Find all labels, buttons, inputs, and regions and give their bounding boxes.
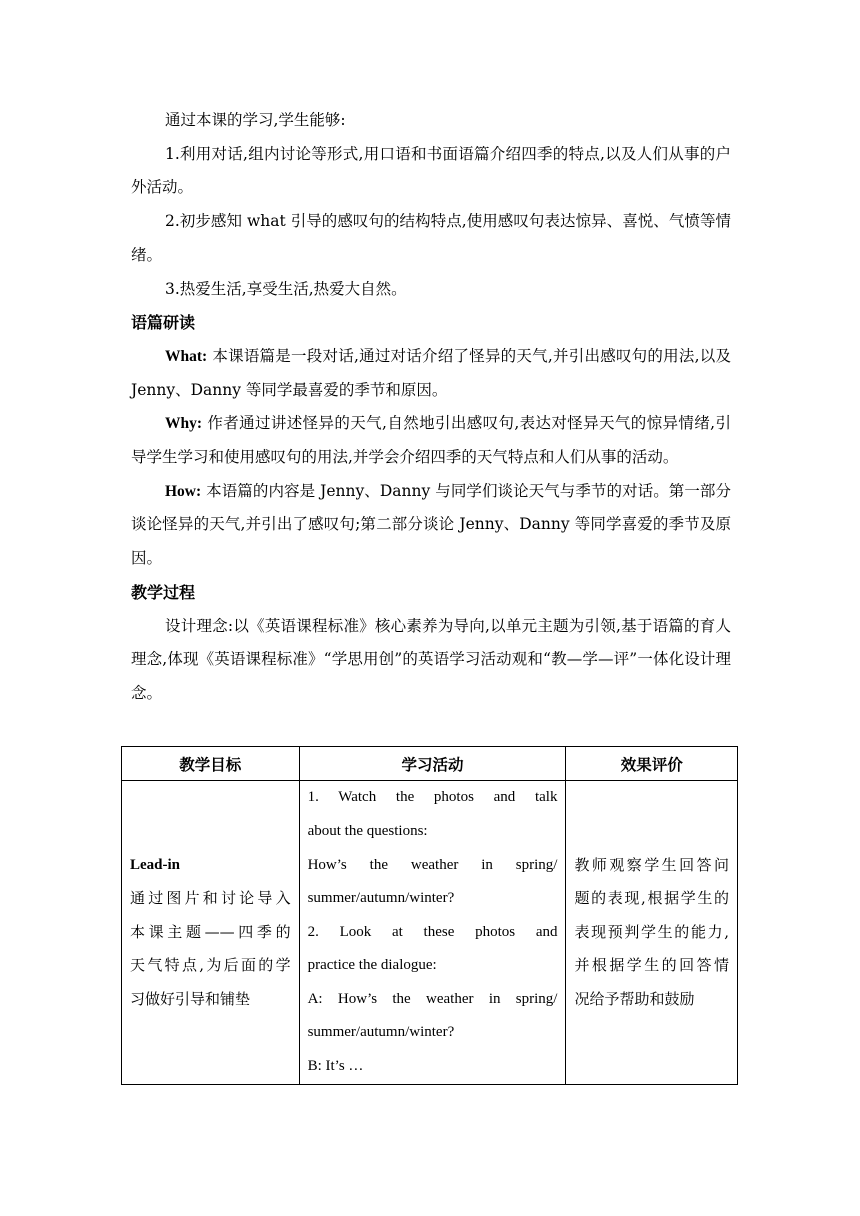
activity-line: B: It’s … — [307, 1058, 364, 1075]
section-heading-text-study: 语篇研读 — [131, 313, 196, 333]
how-paragraph — [131, 475, 731, 576]
activity-line: A: How’s the weather in spring/ — [307, 990, 558, 1007]
activity-line: practice the dialogue: — [307, 957, 437, 974]
goal-line: 通过图片和讨论导入 — [130, 889, 291, 908]
activity-cell — [299, 781, 566, 1085]
evaluation-line: 并根据学生的回答情 — [574, 956, 729, 975]
header-activity: 学习活动 — [299, 747, 566, 781]
objectives-intro: 通过本课的学习,学生能够: — [165, 111, 346, 129]
document-body — [131, 104, 731, 711]
what-text: 本课语篇是一段对话,通过对话介绍了怪异的天气,并引出感叹句的用法,以及 Jenny、Danny 等同学最喜爱的季节和原因。 — [131, 346, 731, 399]
objective-item: 1.利用对话,组内讨论等形式,用口语和书面语篇介绍四季的特点,以及人们从事的户外活动。 — [131, 144, 731, 197]
activity-line: 2. Look at these photos and — [307, 923, 558, 940]
what-paragraph — [131, 340, 731, 407]
goal-line: 习做好引导和铺垫 — [130, 989, 251, 1008]
section-heading-process: 教学过程 — [131, 582, 196, 602]
objective-item: 3.热爱生活,享受生活,热爱大自然。 — [165, 279, 407, 298]
evaluation-line: 况给予帮助和鼓励 — [574, 989, 695, 1008]
evaluation-line: 教师观察学生回答问 — [574, 855, 729, 874]
table-header-row — [122, 747, 738, 781]
goal-title: Lead-in — [130, 856, 181, 873]
why-label: Why: — [165, 415, 203, 433]
why-text: 作者通过讲述怪异的天气,自然地引出感叹句,表达对怪异天气的惊异情绪,引导学生学习和使用感叹句的用法,并学会介绍四季的天气特点和人们从事的活动。 — [131, 414, 731, 467]
evaluation-line: 题的表现,根据学生的 — [574, 889, 729, 908]
what-label: What: — [165, 347, 208, 365]
header-goal: 教学目标 — [122, 747, 300, 781]
table-row — [122, 781, 738, 1085]
evaluation-cell — [566, 781, 738, 1085]
activity-line: 1. Watch the photos and talk — [307, 789, 558, 806]
activity-line: about the questions: — [307, 822, 428, 839]
objective-item: 2.初步感知 what 引导的感叹句的结构特点,使用感叹句表达惊异、喜悦、气愤等情绪。 — [131, 212, 731, 264]
activity-line: How’s the weather in spring/ — [307, 856, 558, 873]
why-paragraph — [131, 407, 731, 474]
activity-line: summer/autumn/winter? — [307, 890, 455, 907]
how-label: How: — [165, 482, 202, 500]
activity-line: summer/autumn/winter? — [307, 1024, 455, 1041]
evaluation-line: 表现预判学生的能力, — [574, 922, 729, 941]
goal-cell — [122, 781, 300, 1085]
goal-line: 本课主题——四季的 — [130, 922, 291, 941]
lesson-table — [121, 746, 738, 1085]
header-evaluation: 效果评价 — [566, 747, 738, 781]
goal-line: 天气特点,为后面的学 — [130, 956, 291, 975]
design-concept: 设计理念:以《英语课程标准》核心素养为导向,以单元主题为引领,基于语篇的育人理念,体现《英语课程标准》“学思用创”的英语学习活动观和“教—学—评”一体化设计理念。 — [131, 616, 731, 702]
how-text: 本语篇的内容是 Jenny、Danny 与同学们谈论天气与季节的对话。第一部分谈论怪异的天气,并引出了感叹句;第二部分谈论 Jenny、Danny 等同学喜爱的季节及原因。 — [131, 481, 731, 568]
